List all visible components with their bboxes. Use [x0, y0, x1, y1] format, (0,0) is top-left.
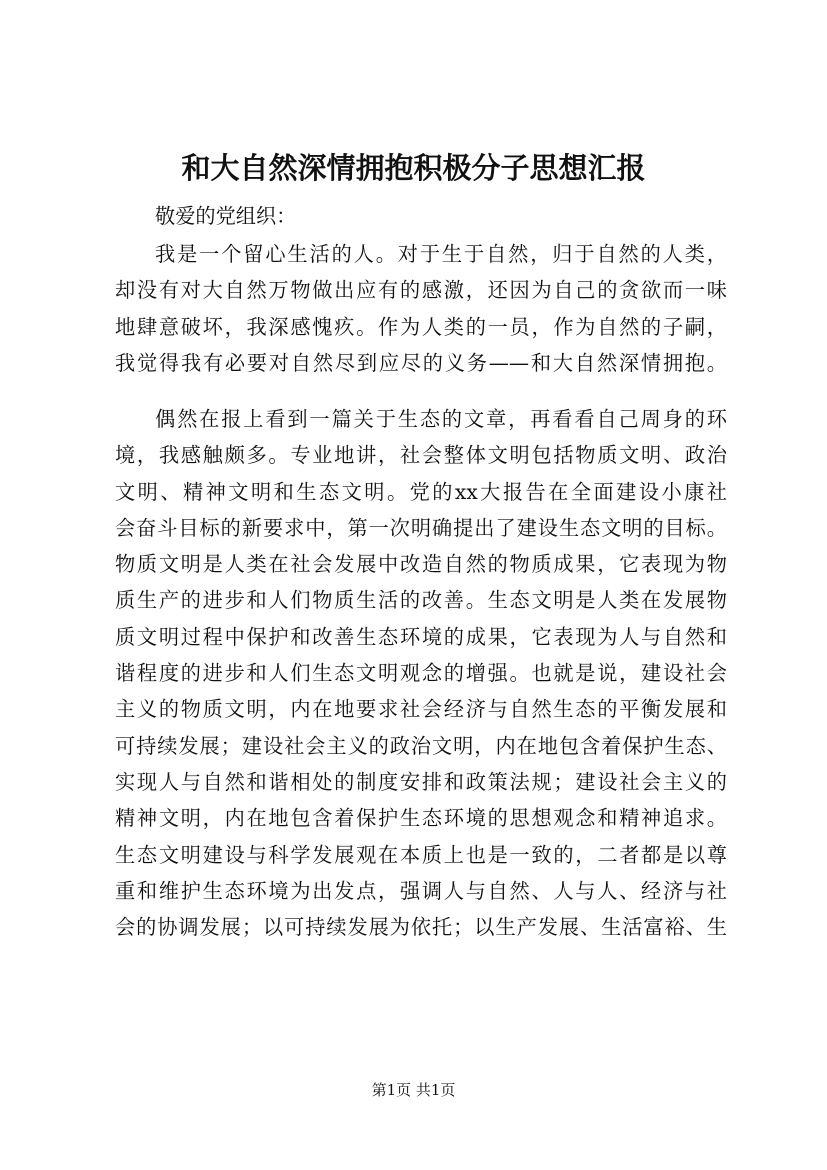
page-footer: 第1页 共1页: [371, 1081, 456, 1099]
paragraph-line: 谐程度的进步和人们生态文明观念的增强。也就是说，建设社会: [115, 661, 727, 686]
paragraph-line: 物质文明是人类在社会发展中改造自然的物质成果，它表现为物: [115, 552, 727, 577]
paragraph-line: 质文明过程中保护和改善生态环境的成果，它表现为人与自然和: [115, 624, 727, 649]
paragraph-line: 偶然在报上看到一篇关于生态的文章，再看看自己周身的环: [155, 407, 727, 431]
paragraph-line: 生态文明建设与科学发展观在本质上也是一致的，二者都是以尊: [115, 842, 727, 867]
paragraph-1: [115, 236, 727, 381]
paragraph-line: 我是一个留心生活的人。对于生于自然，归于自然的人类，: [155, 242, 727, 266]
salutation: 敬爱的党组织：: [155, 204, 297, 228]
paragraph-line: 重和维护生态环境为出发点，强调人与自然、人与人、经济与社: [115, 878, 727, 903]
paragraph-line: 会的协调发展；以可持续发展为依托；以生产发展、生活富裕、生: [115, 915, 727, 940]
paragraph-line: 我觉得我有必要对自然尽到应尽的义务——和大自然深情拥抱。: [115, 350, 727, 375]
paragraph-line: 会奋斗目标的新要求中，第一次明确提出了建设生态文明的目标。: [115, 515, 727, 540]
paragraph-line: 精神文明，内在地包含着保护生态环境的思想观念和精神追求。: [115, 806, 727, 831]
paragraph-line: 境，我感触颇多。专业地讲，社会整体文明包括物质文明、政治: [115, 443, 727, 468]
paragraph-line: 却没有对大自然万物做出应有的感激，还因为自己的贪欲而一味: [115, 278, 727, 303]
paragraph-line: 实现人与自然和谐相处的制度安排和政策法规；建设社会主义的: [115, 769, 727, 794]
paragraph-line: 主义的物质文明，内在地要求社会经济与自然生态的平衡发展和: [115, 697, 727, 722]
paragraph-line: 可持续发展；建设社会主义的政治文明，内在地包含着保护生态、: [115, 733, 727, 758]
paragraph-line: 文明、精神文明和生态文明。党的xx大报告在全面建设小康社: [115, 479, 727, 504]
document-title: 和大自然深情拥抱积极分子思想汇报: [181, 151, 646, 185]
paragraph-2: [115, 401, 727, 945]
paragraph-line: 地肆意破坏，我深感愧疚。作为人类的一员，作为自然的子嗣，: [115, 314, 727, 339]
paragraph-line: 质生产的进步和人们物质生活的改善。生态文明是人类在发展物: [115, 588, 727, 613]
